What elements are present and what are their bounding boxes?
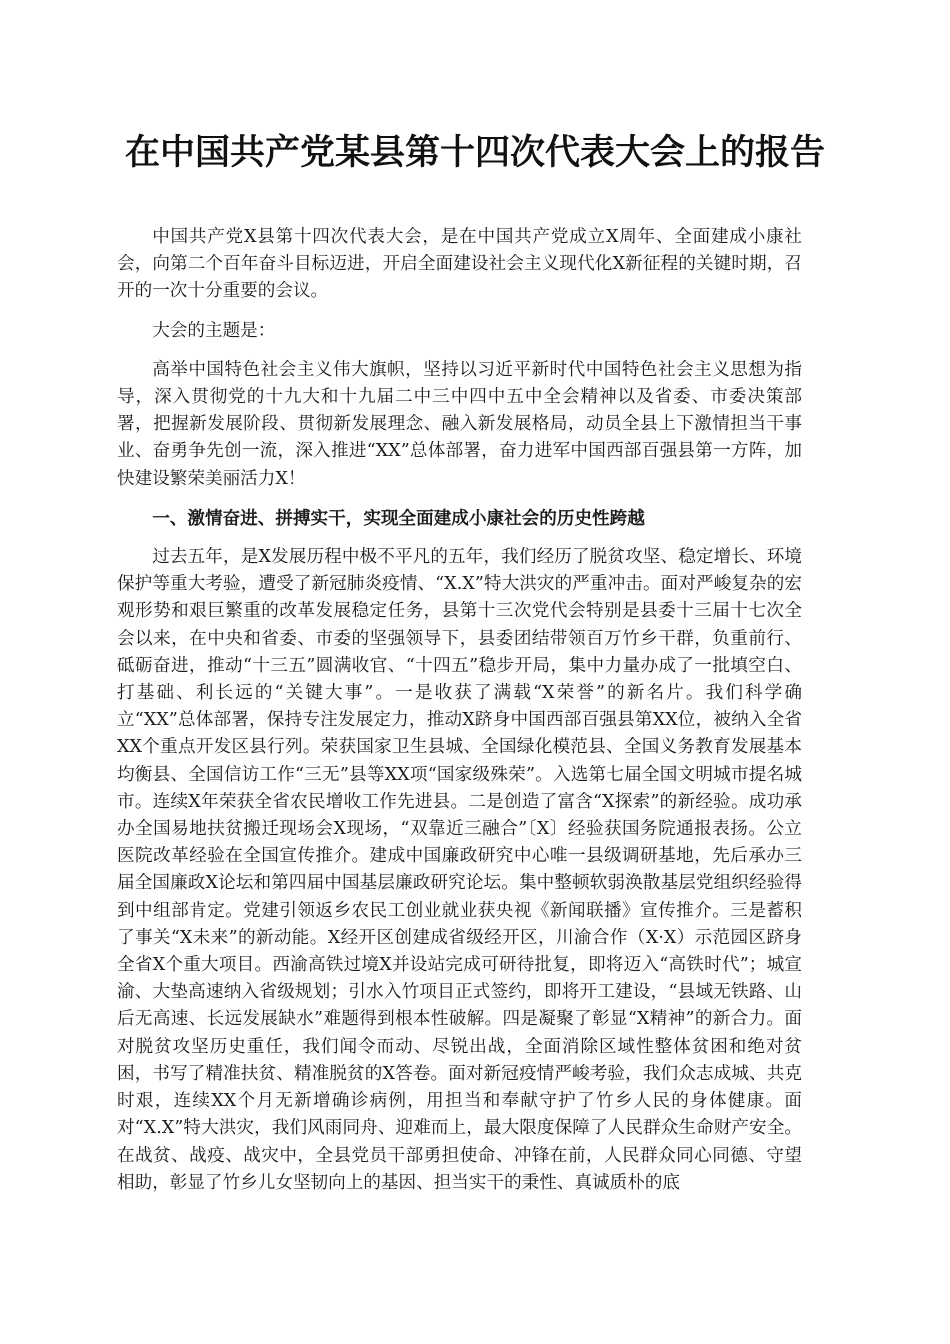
- paragraph-theme-label: 大会的主题是：: [152, 320, 276, 341]
- document-title: 在中国共产党某县第十四次代表大会上的报告: [124, 132, 825, 173]
- paragraph-theme: 高举中国特色社会主义伟大旗帜，坚持以习近平新时代中国特色社会主义思想为指导，深入贯彻党的十九大和十九届二中三中四中五中全会精神以及省委、市委决策部署，把握新发展阶段、贯彻新发展理念、融入新发展格局，动员全县上下激情担当干事业、奋勇争先创一流，深入推进“XX”总体部署，奋力进军中国西部百强县第一方阵，加快建设繁荣美丽活力X！: [117, 359, 802, 489]
- paragraph-review: 过去五年，是X发展历程中极不平凡的五年，我们经历了脱贫攻坚、稳定增长、环境保护等重大考验，遭受了新冠肺炎疫情、“X.X”特大洪灾的严重冲击。面对严峻复杂的宏观形势和艰巨繁重的改革发展稳定任务，县第十三次党代会特别是县委十三届十七次全会以来，在中央和省委、市委的坚强领导下，县委团结带领百万竹乡干群，负重前行、砥砺奋进，推动“十三五”圆满收官、“十四五”稳步开局，集中力量办成了一批填空白、打基础、利长远的“关键大事”。一是收获了满载“X荣誉”的新名片。我们科学确立“XX”总体部署，保持专注发展定力，推动X跻身中国西部百强县第XX位，被纳入全省XX个重点开发区县行列。荣获国家卫生县城、全国绿化模范县、全国义务教育发展基本均衡县、全国信访工作“三无”县等XX项“国家级殊荣”。入选第七届全国文明城市提名城市。连续X年荣获全省农民增收工作先进县。二是创造了富含“X探索”的新经验。成功承办全国易地扶贫搬迁现场会X现场，“双靠近三融合”〔X〕经验获国务院通报表扬。公立医院改革经验在全国宣传推介。建成中国廉政研究中心唯一县级调研基地，先后承办三届全国廉政X论坛和第四届中国基层廉政研究论坛。集中整顿软弱涣散基层党组织经验得到中组部肯定。党建引领返乡农民工创业就业获央视《新闻联播》宣传推介。三是蓄积了事关“X未来”的新动能。X经开区创建成省级经开区，川渝合作（X·X）示范园区跻身全省X个重大项目。西渝高铁过境X并设站完成可研待批复，即将迈入“高铁时代”；城宣渝、大垫高速纳入省级规划；引水入竹项目正式签约，即将开工建设，“县域无铁路、山后无高速、长远发展缺水”难题得到根本性破解。四是凝聚了彰显“X精神”的新合力。面对脱贫攻坚历史重任，我们闻令而动、尽锐出战，全面消除区域性整体贫困和绝对贫困，书写了精准扶贫、精准脱贫的X答卷。面对新冠疫情严峻考验，我们众志成城、共克时艰，连续XX个月无新增确诊病例，用担当和奉献守护了竹乡人民的身体健康。面对“X.X”特大洪灾，我们风雨同舟、迎难而上，最大限度保障了人民群众生命财产安全。在战贫、战疫、战灾中，全县党员干部勇担使命、冲锋在前，人民群众同心同德、守望相助，彰显了竹乡儿女坚韧向上的基因、担当实干的秉性、真诚质朴的底: [117, 547, 802, 1193]
- paragraph-intro: 中国共产党X县第十四次代表大会，是在中国共产党成立X周年、全面建成小康社会，向第二个百年奋斗目标迈进，开启全面建设社会主义现代化X新征程的关键时期，召开的一次十分重要的会议。: [117, 227, 802, 302]
- document-body: [117, 224, 802, 1209]
- section-heading: 一、激情奋进、拼搏实干，实现全面建成小康社会的历史性跨越: [152, 507, 645, 529]
